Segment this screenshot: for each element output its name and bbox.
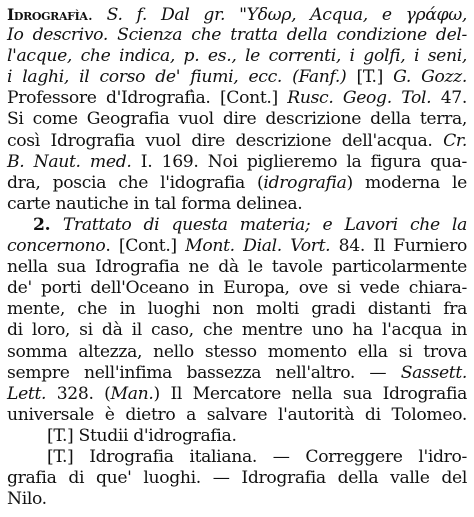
entry-text-segment: de' porti dell'Oceano in Europa, ove si vede chiara- [7,278,467,299]
entry-text-segment: Trattato di questa materia; e Lavori che la [62,214,467,235]
entry-text-segment: sempre nell'infima bassezza nell'altro. — [7,362,401,383]
entry-line [7,109,467,130]
entry-text-segment: carte nautiche in tal forma delinea. [7,193,303,214]
entry-line [7,67,467,88]
entry-line [7,194,467,215]
entry-line [7,46,467,67]
entry-text-segment: G. Gozz. [393,67,467,88]
entry-line [7,257,467,278]
entry-text-segment: Sassett. [400,362,467,383]
entry-text-segment: Professore d'Idrografìa. [Cont.] [7,88,288,109]
entry-line [7,320,467,341]
entry-text-segment: Nilo. [7,489,47,510]
entry-line [7,447,467,468]
entry-text-segment: Io descrivo. Scienza che tratta della condizione del- [7,25,467,46]
entry-text-segment: ) Il Mercatore nella sua Idrografia [153,383,467,404]
entry-line [7,278,467,299]
entry-line [7,363,467,384]
entry-line [7,152,467,173]
entry-line [7,4,467,25]
entry-text-segment: 84. Il Furniero [330,236,467,257]
entry-text-segment: nella sua Idrografia ne dà le tavole particolarmente [7,257,467,278]
entry-text-segment: l'acque, che indica, p. es., le correnti, i golfi, i seni, [7,46,467,67]
entry-line [7,426,467,447]
entry-text-segment: di loro, si dà il caso, che mentre uno ha l'acqua in [7,320,467,341]
entry-text-segment: . [Cont.] [105,236,186,257]
entry-line [7,384,467,405]
entry-text-segment: 2. [33,214,63,235]
entry-line [7,25,467,46]
entry-text-segment: B. Naut. med. [7,151,132,172]
entry-line [7,468,467,489]
entry-text-segment: Mont. Dial. Vort. [185,236,331,257]
entry-text-segment: concernono [7,236,106,257]
entry-text-segment: Man. [110,383,154,404]
entry-text-segment: [T.] Idrografia italiana. — Correggere l'idro- [47,446,467,467]
entry-text-segment: . [87,5,107,25]
entry-line [7,489,467,510]
entry-text-segment: 47. [431,88,467,109]
entry-text-segment: mente, che in luoghi non molti gradi distanti fra [7,299,467,320]
entry-line [7,88,467,109]
entry-line [7,173,467,194]
entry-text-segment: ) moderna le [346,172,468,193]
entry-text-segment: Idrografìa [7,5,88,24]
entry-text-segment: [T.] Studii d'idrografia. [47,425,237,446]
entry-line [7,131,467,152]
entry-line [7,236,467,257]
entry-line [7,215,467,236]
entry-text-segment: i laghi, il corso de' fiumi, ecc. (Fanf.) [7,67,347,88]
entry-text-segment: dra, poscia che l'idografia ( [7,172,264,193]
entry-text-segment: I. 169. Noi piglieremo la figura qua- [131,151,467,172]
entry-text-segment: Rusc. Geog. Tol. [287,88,432,109]
entry-text-segment: somma altezza, nello stesso momento ella si trova [7,341,467,362]
entry-text-segment: [T.] [346,67,394,88]
entry-text-segment: grafia di que' luoghi. — Idrografia della valle del [7,468,467,489]
dictionary-entry-idrografia [7,4,467,510]
entry-text-segment: 328. ( [46,383,111,404]
entry-text-segment: idrografia [263,172,347,193]
entry-text-segment: Cr. [443,130,467,151]
entry-text-segment: Lett. [7,383,47,404]
entry-text-segment: così Idrografia vuol dire descrizione dell'acqua. [7,130,444,151]
entry-text-segment: universale è dietro a salvare l'autorità di Tolomeo. [7,404,467,425]
entry-text-segment: S. f. Dal gr. "Υδωρ, Acqua, e γράφω, [106,5,468,25]
entry-text-segment: Si come Geografia vuol dire descrizione della terra, [7,109,467,130]
entry-line [7,405,467,426]
entry-line [7,299,467,320]
entry-line [7,342,467,363]
